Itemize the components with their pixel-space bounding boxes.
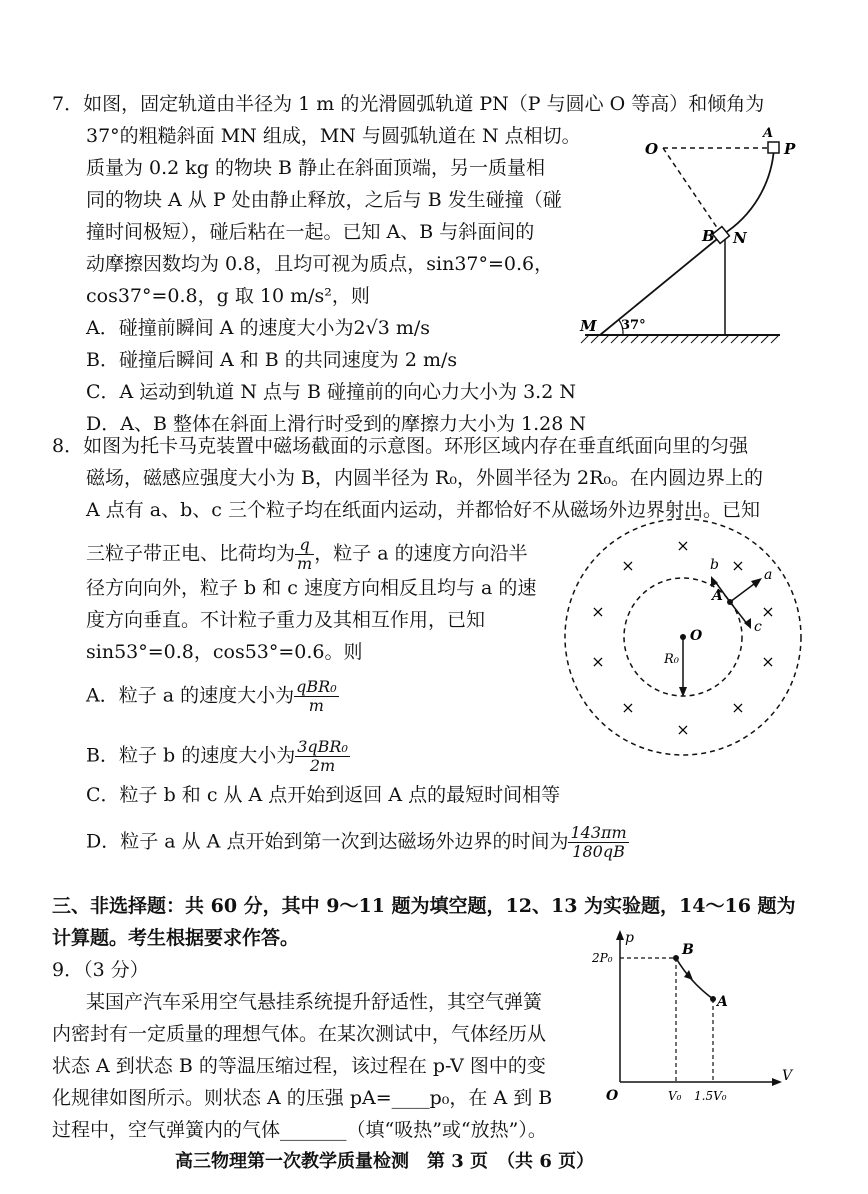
q8-option-b-text: B．粒子 b 的速度大小为 [86, 744, 296, 767]
q8-line-1: 8．如图为托卡马克装置中磁场截面的示意图。环形区域内存在垂直纸面向里的匀强 [52, 435, 749, 457]
svg-text:×: × [731, 556, 745, 575]
q8-label-vel-c: c [754, 619, 762, 635]
q7-label-n: N [733, 229, 747, 247]
q8-option-a-num: qBR₀ [296, 677, 337, 696]
q7-label-p: P [784, 140, 796, 158]
q9-line-5: 过程中，空气弹簧内的气体_______（填“吸热”或“放热”）。 [52, 1119, 547, 1141]
q7-line-2: 37°的粗糙斜面 MN 组成，MN 与圆弧轨道在 N 点相切。 [86, 125, 581, 147]
q7-label-angle: 37° [621, 318, 646, 333]
q7-label-o: O [645, 140, 659, 158]
q8-option-a-text: A．粒子 a 的速度大小为 [86, 684, 295, 707]
q9-line-2: 内密封有一定质量的理想气体。在某次测试中，气体经历从 [52, 1023, 547, 1045]
q8-line-7: sin53°=0.8，cos53°=0.6。则 [86, 641, 363, 663]
svg-text:×: × [621, 698, 635, 717]
q8-option-d-fraction [568, 824, 628, 861]
q9-label-v: V [782, 1068, 793, 1084]
q7-label-a: A [763, 126, 774, 141]
q9-tick-1-5v0: 1.5V₀ [694, 1089, 727, 1103]
q8-option-b-num: 3qBR₀ [297, 737, 348, 756]
q8-line-2: 磁场，磁感应强度大小为 B，内圆半径为 R₀，外圆半径为 2R₀。在内圆边界上的 [86, 467, 764, 489]
q8-option-d-num: 143πm [570, 823, 627, 842]
q9-point-a [710, 996, 716, 1002]
q7-line-7: cos37°=0.8，g 取 10 m/s²，则 [86, 285, 370, 307]
q8-option-b-den: 2m [309, 756, 336, 775]
q8-line-4-post: ，粒子 a 的速度方向沿半 [314, 542, 528, 565]
q8-label-r0: R₀ [664, 652, 679, 667]
q8-option-d-text: D．粒子 a 从 A 点开始到第一次到达磁场外边界的时间为 [86, 830, 569, 853]
q8-frac-den: m [297, 554, 313, 573]
q7-incline-mn [600, 235, 722, 335]
q8-line-6: 度方向垂直。不计粒子重力及其相互作用，已知 [86, 609, 486, 631]
q9-line-3: 状态 A 到状态 B 的等温压缩过程，该过程在 p-V 图中的变 [52, 1055, 546, 1077]
svg-text:×: × [676, 536, 690, 555]
q8-line-4-pre: 三粒子带正电、比荷均为 [86, 542, 296, 565]
q8-label-a: A [712, 588, 723, 604]
q7-ground-hatching [581, 335, 779, 343]
q7-arc-track [722, 148, 774, 235]
q8-charge-mass-fraction [295, 536, 314, 573]
q8-velocity-c [730, 602, 748, 625]
q7-dashed-on [663, 148, 722, 235]
q8-option-a-fraction [294, 678, 338, 715]
q9-tick-v0: V₀ [668, 1089, 682, 1103]
svg-text:×: × [591, 652, 605, 671]
q8-label-vel-b: b [710, 557, 719, 573]
q8-magnetic-field-figure [560, 527, 810, 763]
q7-line-4: 同的物块 A 从 P 处由静止释放，之后与 B 发生碰撞（碰 [86, 189, 562, 211]
q7-block-a [768, 142, 779, 153]
q8-frac-num: q [295, 536, 314, 555]
q7-line-5: 撞时间极短），碰后粘在一起。已知 A、B 与斜面间的 [86, 221, 535, 243]
q8-option-b [86, 738, 350, 775]
svg-text:×: × [731, 698, 745, 717]
q8-label-vel-a: a [764, 567, 773, 583]
svg-text:×: × [591, 602, 605, 621]
q7-label-m: M [580, 317, 597, 335]
page-footer: 高三物理第一次教学质量检测 第 3 页 （共 6 页） [175, 1151, 595, 1172]
q9-pv-figure [590, 924, 800, 1104]
q8-option-a [86, 678, 339, 715]
q8-line-3: A 点有 a、b、c 三个粒子均在纸面内运动，并都恰好不从磁场外边界射出。已知 [86, 499, 760, 521]
q7-line-6: 动摩擦因数均为 0.8，且均可视为质点，sin37°=0.6， [86, 253, 554, 275]
q7-option-a: A．碰撞前瞬间 A 的速度大小为2√3 m/s [86, 317, 431, 339]
q9-tick-2p0: 2P₀ [592, 951, 613, 965]
q9-label-o: O [606, 1088, 619, 1104]
q8-option-d-den: 180qB [572, 842, 625, 861]
q7-label-b: B [702, 227, 715, 245]
q8-option-a-den: m [308, 696, 324, 715]
q9-isotherm-curve [676, 958, 713, 999]
q9-label-b: B [682, 942, 694, 958]
q7-option-c: C．A 运动到轨道 N 点与 B 碰撞前的向心力大小为 3.2 N [86, 381, 576, 403]
q7-line-3: 质量为 0.2 kg 的物块 B 静止在斜面顶端，另一质量相 [86, 157, 546, 179]
q8-option-d [86, 824, 629, 861]
svg-text:×: × [676, 720, 690, 739]
svg-text:×: × [761, 602, 775, 621]
section-3-heading-line-1: 三、非选择题：共 60 分，其中 9～11 题为填空题，12、13 为实验题，14～16 题为 [52, 895, 796, 917]
q9-label-p: p [625, 930, 634, 946]
q8-label-o: O [690, 628, 703, 644]
q7-track-figure [575, 125, 795, 355]
q7-line-1: 7．如图，固定轨道由半径为 1 m 的光滑圆弧轨道 PN（P 与圆心 O 等高）和倾角为 [52, 93, 765, 115]
section-3-heading-line-2: 计算题。考生根据要求作答。 [52, 927, 300, 949]
svg-text:×: × [621, 556, 635, 575]
q8-line-5: 径方向向外，粒子 b 和 c 速度方向相反且均与 a 的速 [86, 577, 537, 599]
q9-line-1: 某国产汽车采用空气悬挂系统提升舒适性，其空气弹簧 [86, 991, 543, 1013]
svg-text:×: × [761, 652, 775, 671]
q9-label-a: A [717, 994, 728, 1010]
q9-head: 9．（3 分） [52, 959, 149, 981]
q9-point-b [673, 955, 679, 961]
q8-option-c: C．粒子 b 和 c 从 A 点开始到返回 A 点的最短时间相等 [86, 784, 561, 806]
q8-option-b-fraction [295, 738, 350, 775]
q8-line-4 [86, 536, 528, 573]
q7-option-b: B．碰撞后瞬间 A 和 B 的共同速度为 2 m/s [86, 349, 458, 371]
q7-option-d: D．A、B 整体在斜面上滑行时受到的摩擦力大小为 1.28 N [86, 413, 586, 435]
q9-line-4: 化规律如图所示。则状态 A 的压强 pA=____p₀，在 A 到 B [52, 1087, 553, 1109]
